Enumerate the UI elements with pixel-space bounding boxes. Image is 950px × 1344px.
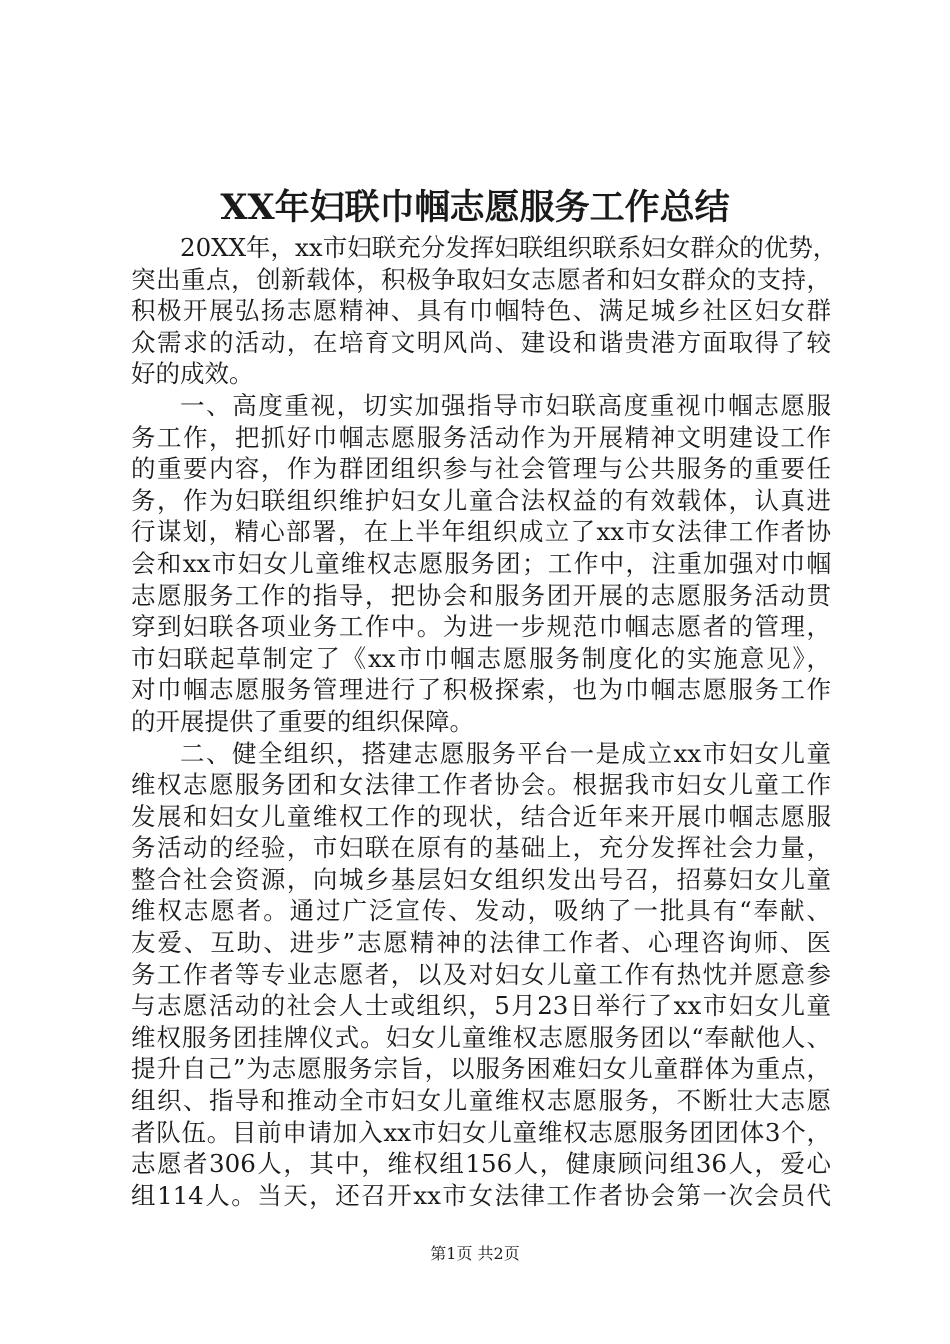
- text-line: 整合社会资源，向城乡基层妇女组织发出号召，招募妇女儿童: [131, 864, 831, 894]
- text-line: 务工作，把抓好巾帼志愿服务活动作为开展精神文明建设工作: [131, 422, 831, 452]
- text-line: 对巾帼志愿服务管理进行了积极探索，也为巾帼志愿服务工作: [131, 675, 831, 705]
- document-title: XX年妇联巾帼志愿服务工作总结: [220, 187, 730, 228]
- text-line: 组114人。当天，还召开xx市女法律工作者协会第一次会员代: [131, 1180, 831, 1210]
- text-line: 穿到妇联各项业务工作中。为进一步规范巾帼志愿者的管理，: [131, 612, 831, 642]
- text-line: 发展和妇女儿童维权工作的现状，结合近年来开展巾帼志愿服: [131, 801, 831, 831]
- page-number: 第1页 共2页: [430, 1244, 520, 1263]
- text-line: 众需求的活动，在培育文明风尚、建设和谐贵港方面取得了较: [131, 327, 831, 357]
- text-line: 会和xx市妇女儿童维权志愿服务团；工作中，注重加强对巾帼: [131, 548, 831, 578]
- text-line: 维权服务团挂牌仪式。妇女儿童维权志愿服务团以“奉献他人、: [131, 1022, 831, 1052]
- text-line: 提升自己”为志愿服务宗旨，以服务困难妇女儿童群体为重点，: [131, 1054, 831, 1084]
- text-line: 的重要内容，作为群团组织参与社会管理与公共服务的重要任: [131, 454, 831, 484]
- text-line: 突出重点，创新载体，积极争取妇女志愿者和妇女群众的支持，: [131, 264, 831, 294]
- text-line: 积极开展弘扬志愿精神、具有巾帼特色、满足城乡社区妇女群: [131, 296, 831, 326]
- text-line: 行谋划，精心部署，在上半年组织成立了xx市女法律工作者协: [131, 517, 831, 547]
- text-line: 与志愿活动的社会人士或组织，5月23日举行了xx市妇女儿童: [131, 991, 831, 1021]
- text-line: 一、高度重视，切实加强指导市妇联高度重视巾帼志愿服: [180, 390, 831, 420]
- text-line: 务工作者等专业志愿者，以及对妇女儿童工作有热忱并愿意参: [131, 959, 831, 989]
- text-line: 务活动的经验，市妇联在原有的基础上，充分发挥社会力量，: [131, 833, 831, 863]
- text-line: 维权志愿服务团和女法律工作者协会。根据我市妇女儿童工作: [131, 770, 831, 800]
- text-line: 组织、指导和推动全市妇女儿童维权志愿服务，不断壮大志愿: [131, 1086, 831, 1116]
- text-line: 务，作为妇联组织维护妇女儿童合法权益的有效载体，认真进: [131, 485, 831, 515]
- text-line: 志愿者306人，其中，维权组156人，健康顾问组36人，爱心: [131, 1149, 831, 1179]
- text-line: 20XX年，xx市妇联充分发挥妇联组织联系妇女群众的优势，: [180, 233, 838, 262]
- text-line: 者队伍。目前申请加入xx市妇女儿童维权志愿服务团团体3个，: [131, 1117, 831, 1147]
- text-line: 维权志愿者。通过广泛宣传、发动，吸纳了一批具有“奉献、: [131, 896, 831, 926]
- text-line: 志愿服务工作的指导，把协会和服务团开展的志愿服务活动贯: [131, 580, 831, 610]
- text-line: 的开展提供了重要的组织保障。: [131, 706, 474, 736]
- document-body: [131, 232, 838, 1211]
- text-line: 好的成效。: [131, 359, 254, 389]
- text-line: 友爱、互助、进步”志愿精神的法律工作者、心理咨询师、医: [131, 928, 831, 958]
- text-line: 市妇联起草制定了《xx市巾帼志愿服务制度化的实施意见》，: [131, 643, 831, 673]
- text-line: 二、健全组织，搭建志愿服务平台一是成立xx市妇女儿童: [180, 738, 831, 768]
